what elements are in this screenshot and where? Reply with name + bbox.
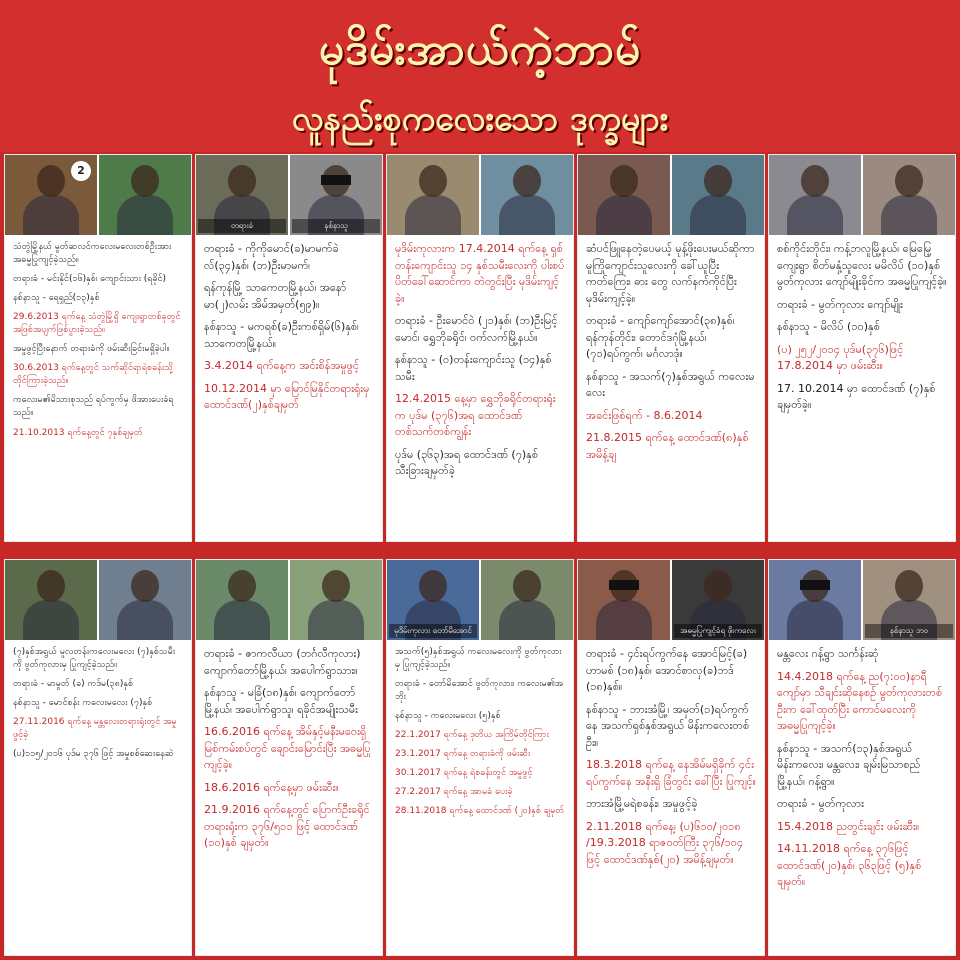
case-paragraph: တရားခံ - ဇာကလီယာ (ဘင်္ဂလီကုလား) ကျောက်တော်မြို့နယ်၊ အပေါက်ရွာသား။ [204,647,361,677]
case-paragraph: ဆံပင်ဖြူနေတဲ့ပေမယ့် မုန့်ဖိုးပေးမယ်ဆိုကာ မူကြိုကျောင်းသူလေးကို ခေါ်ယူပြီး ကတ်ကြေး၊ ဓား တွေ လက်နက်ကိုင်ပြီး မုဒိမ်းကျင့်ခဲ့။ [586,242,755,305]
case-paragraph: ဘားအံမြို့မရဲစခန်း၊ အမှုဖွင့်ခဲ့ [586,797,698,810]
case-paragraph: 30.6.2013 ရက်နေ့တွင် သက်ဆိုင်ရာရဲစခန်းသို့ တိုင်ကြားခဲ့သည်။ [13,363,173,387]
case-panel [768,559,956,956]
face-censor-bar [800,580,830,590]
case-photos [769,155,955,235]
person-photo [387,560,479,640]
case-text [586,646,756,951]
case-paragraph: နစ်နာသူ - မောင်စန်း ကလေးမလေး (၇)နှစ် [13,698,153,709]
case-paragraph: 21.10.2013 ရက်နေ့တွင် ၇နှစ်ချမှတ် [13,427,143,438]
page-subtitle: လူနည်းစုကလေးသော ဒုက္ခများ [291,99,669,139]
case-paragraph: နစ်နာသူ - မခြံ(၁၈)နှစ်၊ ကျောက်တော်မြို့နယ်၊ အပေါက်ရွာသူ၊ ရခိုင်အမျိုးသမီး [204,686,358,716]
case-paragraph: 17. 10.2014 မှာ ထောင်ဒဏ် (၇)နှစ် ချမှတ်ခဲ့။ [777,381,936,411]
case-text [395,646,565,951]
person-photo [196,560,288,640]
case-panel [386,154,574,542]
face-censor-bar [321,175,351,185]
case-text [13,646,183,951]
person-photo [863,560,955,640]
case-paragraph: အခင်းဖြစ်ရက် - 8.6.2014 [586,408,703,422]
case-text [204,241,374,537]
case-paragraph: 27.2.2017 ရက်နေ့ အာမခံ ပေးခဲ့ [395,787,513,798]
case-photos [578,560,764,640]
case-paragraph: ပုဒ်မ (၃၆၃)အရ ထောင်ဒဏ် (၇)နှစ် သီးခြားချမှတ်ခဲ့ [395,447,539,477]
person-photo [578,155,670,235]
case-paragraph: နစ်နာသူ - ရေရှည်(၁၃)နှစ် [13,293,100,304]
case-paragraph: ရန်ကုန်မြို့ သာကေတမြို့နယ်၊ အနော်မာ(၂)လမ်း အိမ်အမှတ်(၅၉)။ [204,281,347,311]
case-paragraph: 16.6.2016 ရက်နေ့ အိမ်နှင့်မနီးမဝေးရှိ မြစ်ကမ်းစပ်တွင် ချောင်းမြောင်းပြီး အဓမ္မပြုကျင့်ခဲ့။ [204,725,371,771]
case-paragraph: နစ်နာသူ - ကလေးမလေး (၅)နှစ် [395,711,501,722]
person-photo [863,155,955,235]
person-photo [99,560,191,640]
case-paragraph: နစ်နာသူ - ဘားအံမြို့၊ အမှတ်(၁)ရပ်ကွက်နေ အသက်ရှစ်နှစ်အရွယ် မိန်းကလေးတစ်ဦး။ [586,702,750,749]
case-text [586,241,756,537]
case-paragraph: တရားခံ - ဦးမောင်ဝဲ (၂၁)နှစ်၊ (ဘ)ဦးမြင့်မောင်၊ ရွှေဘိုခရိုင်၊ ဝက်လက်မြို့နယ်။ [395,314,558,344]
case-panel [577,559,765,956]
header-banner [0,0,960,152]
case-paragraph: နစ်နာသူ - (ဝ)တန်းကျောင်းသူ (၁၄)နှစ်သမီး [395,353,552,383]
case-photos [769,560,955,640]
case-paragraph: 18.6.2016 ရက်နေ့မှာ ဖမ်းဆီး။ [204,780,339,794]
case-paragraph: တရားခံ - ကျော်ကျော်အောင်(၃၈)နှစ်၊ ရန်ကုန်တိုင်း၊ တောင်ဒဂုံမြို့နယ်၊ (၇၁)ရပ်ကွက်၊ မင်္ဂလာဒုံ။ [586,314,735,360]
person-photo [5,155,97,235]
case-paragraph: နစ်နာသူ - အသက်(၇)နှစ်အရွယ် ကလေးမလေး [586,369,755,399]
case-paragraph: (ပ) ၂၅၂/၂၀၁၄ ပုဒ်မ(၃၇၆)ဖြင့် 17.8.2014 မှာ ဖမ်းဆီး။ [777,342,904,372]
case-text [204,646,374,951]
case-paragraph: တရားခံ - ၄င်းရပ်ကွက်နေ အောင်မြင့်(ခ) ဟာမစ် (၁၈)နှစ်၊ အောင်စာလှ(ခ)ဘဒ် (၁၈)နှစ်။ [586,647,748,693]
case-paragraph: 21.9.2016 ရက်နေ့တွင် ပြောက်ဦးခရိုင်တရားရုံးက ၃၇၆/၅၁၁ ဖြင့် ထောင်ဒဏ် (၁၀)နှစ် ချမှတ်။ [204,803,370,849]
case-paragraph: နစ်နာသူ - မကရစ်(ခ)ဦးကစ်ရှိမ်(၆)နှစ်၊ သာကေတမြို့နယ်။ [204,320,359,350]
case-paragraph: 3.4.2014 ရက်နေ့က အင်းစိန်အမှုဖွင့် [204,359,360,372]
case-paragraph: 23.1.2017 ရက်နေ့ တရားခံကို ဖမ်းဆီး [395,749,531,760]
case-paragraph: 29.6.2013 ရက်နေ့ သံတွဲမြို့ရှိ ကျေးရွာတစ်ခုတွင် အဖြစ်အပျက်ဖြစ်ပွားခဲ့သည်။ [13,312,181,336]
case-paragraph: အသက်(၅)နှစ်အရွယ် ကလေးမလေးကို ဗွတ်ကုလားမှ ပြုကျင့်ခဲ့သည်။ [395,647,562,671]
case-paragraph: တရားခံ - မာမွတ် (ခ) ကဒ်မ(၃၈)နှစ် [13,679,134,690]
case-paragraph: 28.11.2018 ရက်နေ့ ထောင်ဒဏ် (၂၀)နှစ် ချမှတ် [395,806,565,817]
photo-caption: နစ်နာသူ [292,219,380,233]
case-paragraph: တရားခံ - မင်းနိုင်(၁၆)နှစ်၊ ကျောင်းသား (ရခိုင်) [13,274,167,285]
person-photo [387,155,479,235]
case-photos [196,560,382,640]
case-paragraph: တရားခံ - မွတ်ကုလား ကျော်မျိုး [777,297,903,311]
case-paragraph: 30.1.2017 ရက်နေ့ ရဲစခန်းတွင် အမှုဖွင့် [395,768,533,779]
person-photo [578,560,670,640]
case-paragraph: တရားခံ - တော်မိအောင် ဗွတ်ကုလား၊ ကလေးမ၏အဘိုး [395,679,564,703]
case-panel [4,559,192,956]
case-paragraph: (ပ)၁၁၅/၂၀၁၆ ပုဒ်မ ၃၇၆ ဖြင့် အမှုစစ်ဆေးနေဆဲ [13,749,174,760]
case-paragraph: ကလေးမ၏မိသားစုသည် ရပ်ကွက်မှ ဖိအားပေးခံရသည်။ [13,395,174,419]
photo-caption: မုဒိမ်းကုလား တော်မိအောင် [389,624,477,638]
person-photo [99,155,191,235]
person-photo [290,560,382,640]
person-photo [769,155,861,235]
case-paragraph: 21.8.2015 ရက်နေ့ ထောင်ဒဏ်(၈)နှစ် အမိန့်ချ [586,431,749,461]
photo-caption: နစ်နာသူ ဘဝ [865,624,953,638]
case-photos [5,155,191,235]
case-paragraph: အမှုဖွင့်ပြီးနောက် တရားခံကို ဖမ်းဆီးခြင်းမရှိခဲ့ပါ။ [13,344,170,355]
person-photo [196,155,288,235]
case-paragraph: သံတွဲမြို့နယ် မွတ်ဆလင်ကလေးမလေးတစ်ဦးအား အဓမ္မပြုကျင့်ခဲ့သည်။ [13,242,172,266]
case-photos [387,560,573,640]
case-photos [387,155,573,235]
case-paragraph: 14.11.2018 ရက်နေ့ ၃၇၆ဖြင့် ထောင်ဒဏ်(၂၀)နှစ်၊ ၃၆၃ဖြင့် (၅)နှစ် ချမှတ်။ [777,842,922,888]
case-panel [386,559,574,956]
page-title: မုဒိမ်းအာယ်ကဲ့ဘာမ် [318,24,642,75]
case-paragraph: တရားခံ - ကိုကိုမောင်(ခ)မာမက်ခဲလ်(၃၄)နှစ်၊ (ဘ)ဦးမာမက်၊ [204,242,339,272]
case-paragraph: 15.4.2018 ညတွင်းချင်း ဖမ်းဆီး။ [777,819,920,833]
case-paragraph: နစ်နာသူ - မိလိပ် (၁၀)နှစ် [777,320,880,333]
person-photo [481,560,573,640]
case-panel [4,154,192,542]
case-text [13,241,183,537]
case-photos [196,155,382,235]
person-photo [290,155,382,235]
case-paragraph: 2.11.2018 ရက်နေ့၊ (ပ)၆၁၀/၂၀၁၈ /19.3.2018 ရာဇဝတ်ကြီး ၃၇၆/၁၀၄ ဖြင့် ထောင်ဒဏ်နှစ်(၂၀) အမိန့်ချမှတ်။ [586,819,744,866]
person-photo [769,560,861,640]
face-censor-bar [609,580,639,590]
person-photo [481,155,573,235]
case-text [777,646,947,951]
case-paragraph: နစ်နာသူ - အသက်(၁၃)နှစ်အရွယ် မိန်းကလေး၊ မန္တလေး၊ ချမ်းမြသာစည်မြို့နယ်၊ ဂန့်ရွာ။ [777,741,921,788]
case-paragraph: 14.4.2018 ရက်နေ့ ည(၇:၀၀)နာရီကျော်မှာ သီချင်းဆိုနေစဉ် မွတ်ကုလားတစ်ဦးက ခေါ်ထုတ်ပြီး ကောင်မလေးကို အဓမ္မပြုကျင့်ခဲ့။ [777,669,943,732]
case-paragraph: 18.3.2018 ရက်နေ့ နေအိမ်မရှိခိုက် ၄င်းရပ်ကွက်နေ အနီးရှိ ခြံတွင်း ခေါ်ပြီး ပြုကျင့်။ [586,758,756,788]
case-paragraph: မုဒိမ်းကုလားက 17.4.2014 ရက်နေ့ ရှစ်တန်းကျောင်းသူ ၁၄ နှစ်သမီးလေးကို ပါးစပ်ပိတ်ခေါ်ဆောင်ကာ တဲတွင်းပြီး မုဒိမ်းကျင့်ခဲ့။ [395,242,565,305]
case-text [777,241,947,537]
case-paragraph: 12.4.2015 နေ့မှာ ရွှေဘိုခရိုင်တရားရုံးက ပုဒ်မ (၃၇၆)အရ ထောင်ဒဏ် တစ်သက်တစ်ကျွန်း [395,392,556,438]
photo-caption: တရားခံ [198,219,286,233]
case-panel [577,154,765,542]
case-paragraph: (၇)နှစ်အရွယ် မူလတန်းကလေးမလေး (၇)နှစ်သမီးကို ဗွတ်ကုလားမှ ပြုကျင့်ခဲ့သည်။ [13,647,176,671]
case-paragraph: 10.12.2014 မှာ မြောင်မြနိုင်တရားရုံးမှ ထောင်ဒဏ်(၂)နှစ်ချမှတ် [204,381,370,411]
case-grid [4,154,956,956]
case-paragraph: စစ်ကိုင်းတိုင်း၊ ကန့်ဘလူမြို့နယ်၊ မြေမြေ့ကျေးရွာ စိတ်မနှံ့သူလေး မမိလိပ် (၁၀)နှစ် မွတ်ကုလား ကျော်မျိုးခိုင်က အဓမ္မပြုကျင့်ခဲ့။ [777,242,947,288]
case-panel [195,559,383,956]
case-paragraph: မန္တလေး ဂန့်ရွာ သင်္ကန်းဆုံ [777,647,879,660]
case-paragraph: 22.1.2017 ရက်နေ့ ဒုတိယ အကြိမ်တိုင်ကြား [395,730,549,741]
case-text [395,241,565,537]
case-panel [195,154,383,542]
person-photo [672,155,764,235]
case-paragraph: 27.11.2016 ရက်နေ့ မန္တလေးတရားရုံးတွင် အမှုဖွင့်ခဲ့ [13,717,177,741]
case-paragraph: တရားခံ - မွတ်ကုလား [777,797,864,810]
case-photos [5,560,191,640]
case-photos [578,155,764,235]
photo-caption: အဓမ္မပြုကျင့်ခံရ ဖိုးကလေး [674,624,762,638]
case-panel [768,154,956,542]
number-badge: 2 [71,161,91,181]
person-photo [672,560,764,640]
person-photo [5,560,97,640]
